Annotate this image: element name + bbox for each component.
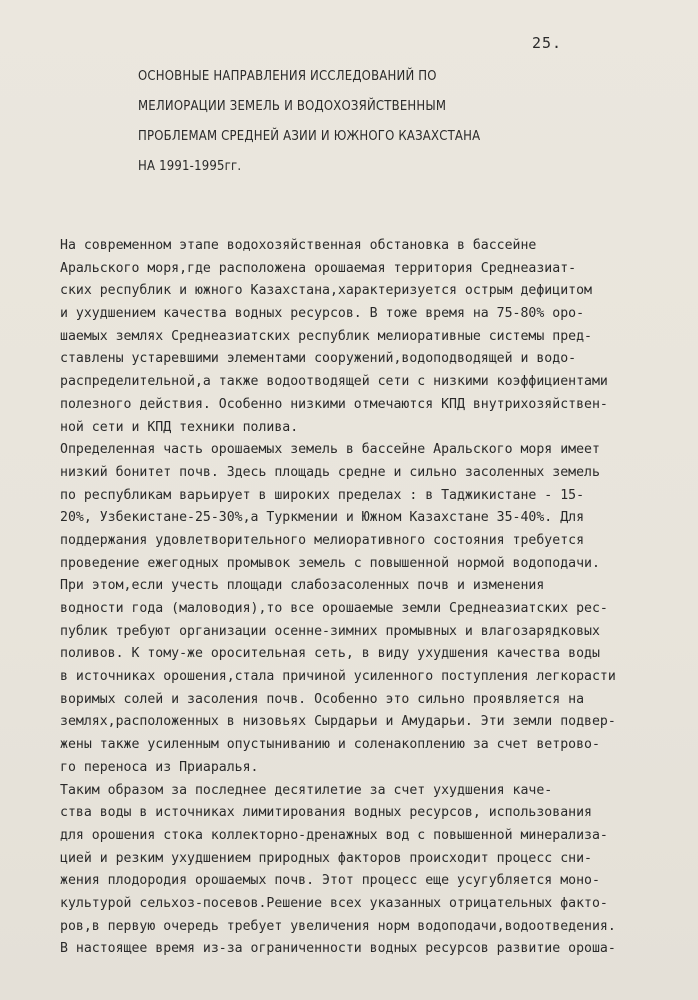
text-line: водности года (маловодия),то все орошаемые земли Среднеазиатских рес- [60,601,608,616]
text-line: проведение ежегодных промывок земель с повышенной нормой водоподачи. [60,555,600,571]
text-line: поливов. К тому-же оросительная сеть, в виду ухудшения качества воды [60,646,600,662]
text-line: При этом,если учесть площади слабозасоленных почв и изменения [60,578,545,594]
text-line: ной сети и КПД техники полива. [60,419,299,435]
title-line: ОСНОВНЫЕ НАПРАВЛЕНИЯ ИССЛЕДОВАНИЙ ПО [138,69,437,84]
text-line: низкий бонитет почв. Здесь площадь средне и сильно засоленных земель [60,464,600,480]
text-line: культурой сельхоз-посевов.Решение всех указанных отрицательных факто- [60,895,608,911]
text-line: полезного действия. Особенно низкими отмечаются КПД внутрихозяйствен- [60,396,608,412]
text-line: ров,в первую очередь требует увеличения норм водоподачи,водоотведения. [60,918,616,934]
text-line: Определенная часть орошаемых земель в бассейне Аральского моря имеет [60,442,600,458]
text-line: ства воды в источниках лимитирования водных ресурсов, использования [60,805,592,821]
text-line: Аральского моря,где расположена орошаемая территория Среднеазиат- [60,260,577,276]
text-line: публик требуют организации осенне-зимних промывных и влагозарядковых [60,623,600,639]
text-line: и ухудшением качества водных ресурсов. В тоже время на 75-80% оро- [60,306,585,322]
title-line: НА 1991-1995гг. [138,159,242,174]
text-line: ских республик и южного Казахстана,характеризуется острым дефицитом [60,283,592,299]
text-line: го переноса из Приаралья. [60,759,259,775]
text-line: для орошения стока коллекторно-дренажных вод с повышенной минерализа- [60,827,608,843]
text-line: распределительной,а также водоотводящей сети с низкими коэффициентами [60,374,608,390]
text-line: Таким образом за последнее десятилетие за счет ухудшения каче- [60,782,553,798]
text-line: В настоящее время из-за ограниченности водных ресурсов развитие ороша- [60,941,616,957]
text-line: землях,расположенных в низовьях Сырдарьи и Амударьи. Эти земли подвер- [60,714,616,730]
text-line: цией и резким ухудшением природных факторов происходит процесс сни- [60,850,592,866]
text-line: по республикам варьирует в широких пределах : в Таджикистане - 15- [60,487,585,503]
text-line: шаемых землях Среднеазиатских республик мелиоративные системы пред- [60,328,592,344]
text-line: поддержания удовлетворительного мелиоративного состояния требуется [60,532,585,548]
text-line: жены также усиленным опустыниванию и соленакоплению за счет ветрово- [60,737,600,753]
title-line: ПРОБЛЕМАМ СРЕДНЕЙ АЗИИ И ЮЖНОГО КАЗАХСТАНА [138,129,481,144]
title-line: МЕЛИОРАЦИИ ЗЕМЕЛЬ И ВОДОХОЗЯЙСТВЕННЫМ [138,99,447,114]
text-line: в источниках орошения,стала причиной усиленного поступления легкорасти [60,669,616,685]
text-line: жения плодородия орошаемых почв. Этот процесс еще усугубляется моно- [60,873,600,889]
text-line: 20%, Узбекистане-25-30%,а Туркмении и Южном Казахстане 35-40%. Для [60,510,585,526]
text-line: ставлены устаревшими элементами сооружений,водоподводящей и водо- [60,351,577,367]
page-number: 25. [532,34,563,52]
document-body [60,235,660,961]
text-line: воримых солей и засоления почв. Особенно это сильно проявляется на [60,691,585,707]
document-title [138,62,658,182]
text-line: На современном этапе водохозяйственная обстановка в бассейне [60,238,537,253]
